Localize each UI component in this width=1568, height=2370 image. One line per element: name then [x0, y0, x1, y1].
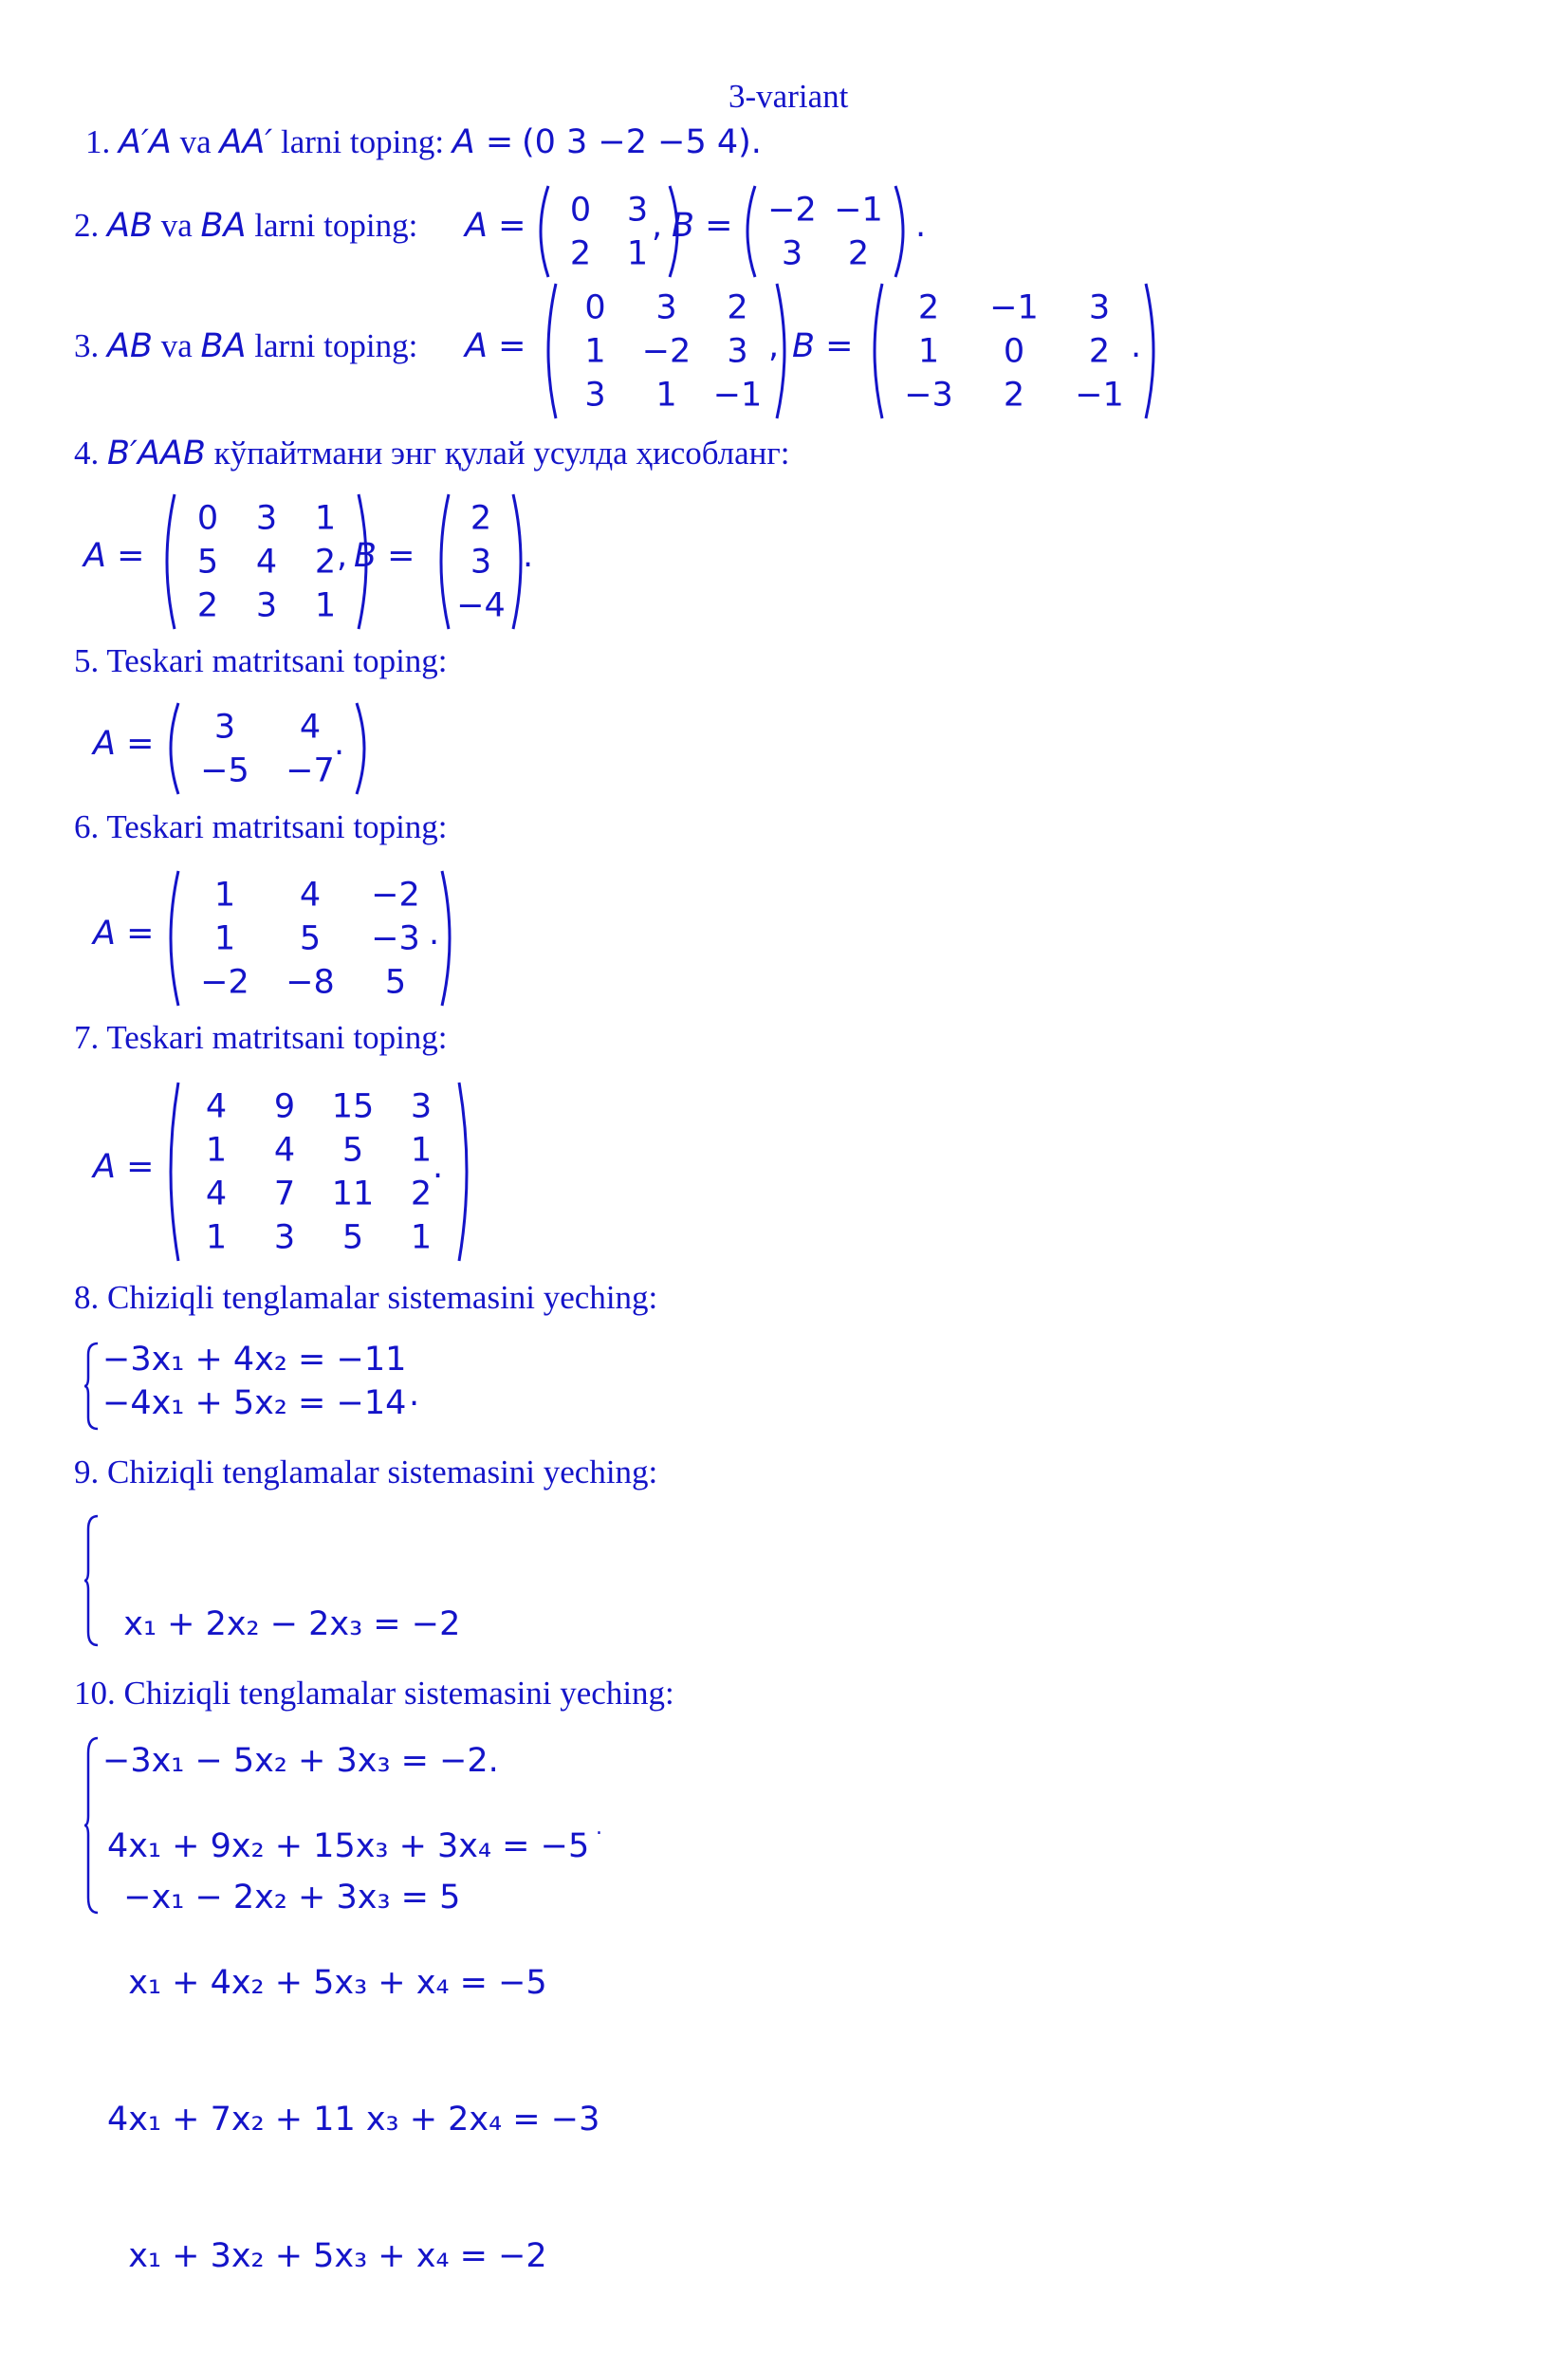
problem-8: 8. Chiziqli tenglamalar sistemasini yeching:	[74, 1279, 658, 1316]
equation: −4x₁ + 5x₂ = −14	[102, 1384, 407, 1422]
matrix-entry: 2	[196, 586, 219, 625]
period: .	[523, 537, 534, 575]
equation: 4x₁ + 9x₂ + 15x₃ + 3x₄ = −5	[107, 1827, 590, 1865]
matrix-entry: 2	[847, 234, 870, 273]
equation: x₁ + 2x₂ − 2x₃ = −2	[102, 1605, 461, 1643]
matrix-entry: 4	[273, 1131, 296, 1170]
right-paren	[1146, 284, 1153, 418]
matrix-entry: −2	[371, 876, 420, 915]
matrix-entry: −1	[989, 288, 1039, 327]
matrix-entry: −1	[834, 191, 883, 230]
right-paren	[442, 871, 450, 1006]
matrix-entry: 2	[314, 543, 337, 582]
matrix-entry: 2	[470, 499, 492, 538]
matrix-A	[539, 281, 794, 421]
label-A: A =	[93, 725, 155, 763]
matrix-entry: 5	[299, 919, 322, 958]
matrix-entry: 1	[205, 1131, 228, 1170]
matrix-entry: 2	[410, 1175, 433, 1213]
comma: ,	[337, 537, 348, 575]
equation: 4x₁ + 7x₂ + 11 x₃ + 2x₄ = −3	[107, 2101, 600, 2139]
right-paren	[895, 186, 903, 277]
label-B: B =	[792, 327, 854, 365]
matrix-entry: 2	[1088, 332, 1111, 371]
right-paren	[459, 1083, 467, 1261]
period: .	[409, 1376, 420, 1414]
matrix-entry: 4	[255, 543, 278, 582]
matrix-entry: 4	[299, 876, 322, 915]
problem-9: 9. Chiziqli tenglamalar sistemasini yeching:	[74, 1453, 658, 1491]
matrix-entry: 3	[727, 332, 748, 371]
left-paren	[875, 284, 882, 418]
matrix-entry: 3	[470, 543, 492, 582]
left-paren	[171, 1083, 178, 1261]
brace-icon	[83, 1736, 101, 1916]
matrix-A	[161, 1080, 476, 1264]
matrix-entry: 1	[213, 876, 236, 915]
matrix-A	[531, 183, 687, 280]
matrix-entry: 3	[655, 288, 677, 327]
matrix-entry: 3	[255, 499, 278, 538]
matrix-entry: 0	[1003, 332, 1025, 371]
left-paren	[171, 871, 178, 1006]
label-B: B =	[354, 537, 415, 575]
matrix-entry: 3	[255, 586, 278, 625]
matrix-entry: 1	[584, 332, 606, 371]
matrix-entry: 5	[341, 1131, 364, 1170]
matrix-entry: −1	[712, 376, 763, 415]
label-A: A =	[83, 537, 145, 575]
problem-3: 3. AB va BA larni toping:	[74, 327, 418, 365]
problem-2: 2. AB va BA larni toping:	[74, 207, 418, 245]
matrix-A	[161, 868, 459, 1009]
equation: −3x₁ + 4x₂ = −11	[102, 1341, 407, 1379]
matrix-entry: 2	[569, 234, 592, 273]
equation: x₁ + 3x₂ + 5x₃ + x₄ = −2	[107, 2237, 547, 2275]
matrix-entry: 1	[917, 332, 940, 371]
comma: ,	[652, 207, 663, 245]
right-paren	[357, 703, 364, 794]
matrix-entry: −2	[641, 332, 692, 371]
brace-icon	[83, 1342, 101, 1431]
matrix-entry: −3	[904, 376, 953, 415]
matrix-entry: 15	[331, 1087, 375, 1126]
left-paren	[548, 284, 556, 418]
label-A: A =	[93, 1148, 155, 1186]
left-paren	[167, 494, 175, 629]
matrix-B	[738, 183, 913, 280]
matrix-entry: 2	[1003, 376, 1025, 415]
equation: −x₁ − 2x₂ + 3x₃ = 5	[102, 1879, 461, 1916]
label-A: A =	[465, 327, 526, 365]
matrix-entry: 1	[410, 1218, 433, 1257]
brace-icon	[83, 1514, 101, 1647]
matrix-entry: 9	[273, 1087, 296, 1126]
matrix-entry: 11	[331, 1175, 375, 1213]
matrix-entry: −8	[286, 963, 335, 1002]
matrix-entry: 7	[273, 1175, 296, 1213]
matrix-entry: −1	[1075, 376, 1124, 415]
problem-1: 1. A′A va AA′ larni toping: A = (0 3 −2 −5 4).	[85, 123, 762, 161]
period: .	[915, 207, 927, 245]
matrix-entry: 1	[410, 1131, 433, 1170]
matrix-entry: 1	[205, 1218, 228, 1257]
problem-10: 10. Chiziqli tenglamalar sistemasini yeching:	[74, 1675, 674, 1712]
matrix-entry: 3	[626, 191, 649, 230]
matrix-entry: 3	[213, 708, 236, 747]
period: .	[334, 725, 345, 763]
matrix-entry: 1	[626, 234, 649, 273]
matrix-entry: −5	[200, 751, 249, 790]
period: .	[433, 1148, 444, 1186]
matrix-entry: 1	[314, 586, 337, 625]
period: .	[596, 1816, 602, 1840]
problem-4: 4. B′AAB кўпайтмани энг қулай усулда ҳисобланг:	[74, 435, 790, 472]
label-A: A =	[93, 915, 155, 953]
problem-number: 1.	[85, 123, 111, 160]
matrix-entry: −4	[456, 586, 506, 625]
left-paren	[747, 186, 755, 277]
problem-7: 7. Teskari matritsani toping:	[74, 1019, 448, 1056]
matrix-entry: 3	[584, 376, 606, 415]
period: .	[1131, 327, 1142, 365]
matrix-entry: 2	[727, 288, 748, 327]
label-B: B =	[672, 207, 733, 245]
matrix-entry: 5	[196, 543, 219, 582]
problem-6: 6. Teskari matritsani toping:	[74, 808, 448, 845]
matrix-B	[432, 491, 530, 632]
equation: −3x₁ − 5x₂ + 3x₃ = −2.	[102, 1742, 499, 1780]
matrix-entry: 1	[213, 919, 236, 958]
matrix-entry: 3	[781, 234, 803, 273]
matrix-entry: −2	[200, 963, 249, 1002]
matrix-entry: 4	[205, 1175, 228, 1213]
matrix-entry: 2	[917, 288, 940, 327]
comma: ,	[768, 327, 780, 365]
equation: x₁ + 4x₂ + 5x₃ + x₄ = −5	[107, 1964, 547, 2002]
matrix-entry: 1	[655, 376, 677, 415]
matrix-B	[865, 281, 1163, 421]
matrix-entry: 4	[299, 708, 322, 747]
matrix-entry: 0	[569, 191, 592, 230]
matrix-entry: 5	[341, 1218, 364, 1257]
matrix-entry: 3	[410, 1087, 433, 1126]
label-A: A =	[465, 207, 526, 245]
left-paren	[171, 703, 178, 794]
variant-title: 3-variant	[729, 78, 849, 115]
right-paren	[513, 494, 521, 629]
matrix-entry: −2	[767, 191, 817, 230]
matrix-entry: 0	[196, 499, 219, 538]
matrix-entry: 1	[314, 499, 337, 538]
matrix-entry: 5	[384, 963, 407, 1002]
left-paren	[441, 494, 449, 629]
period: .	[429, 915, 440, 953]
matrix-entry: 4	[205, 1087, 228, 1126]
matrix-entry: 0	[584, 288, 606, 327]
matrix-entry: −7	[286, 751, 335, 790]
matrix-entry: 3	[1088, 288, 1111, 327]
row-vector: (0 3 −2 −5 4).	[521, 123, 762, 161]
left-paren	[541, 186, 548, 277]
matrix-entry: 3	[273, 1218, 296, 1257]
matrix-entry: −3	[371, 919, 420, 958]
problem-5: 5. Teskari matritsani toping:	[74, 642, 448, 679]
